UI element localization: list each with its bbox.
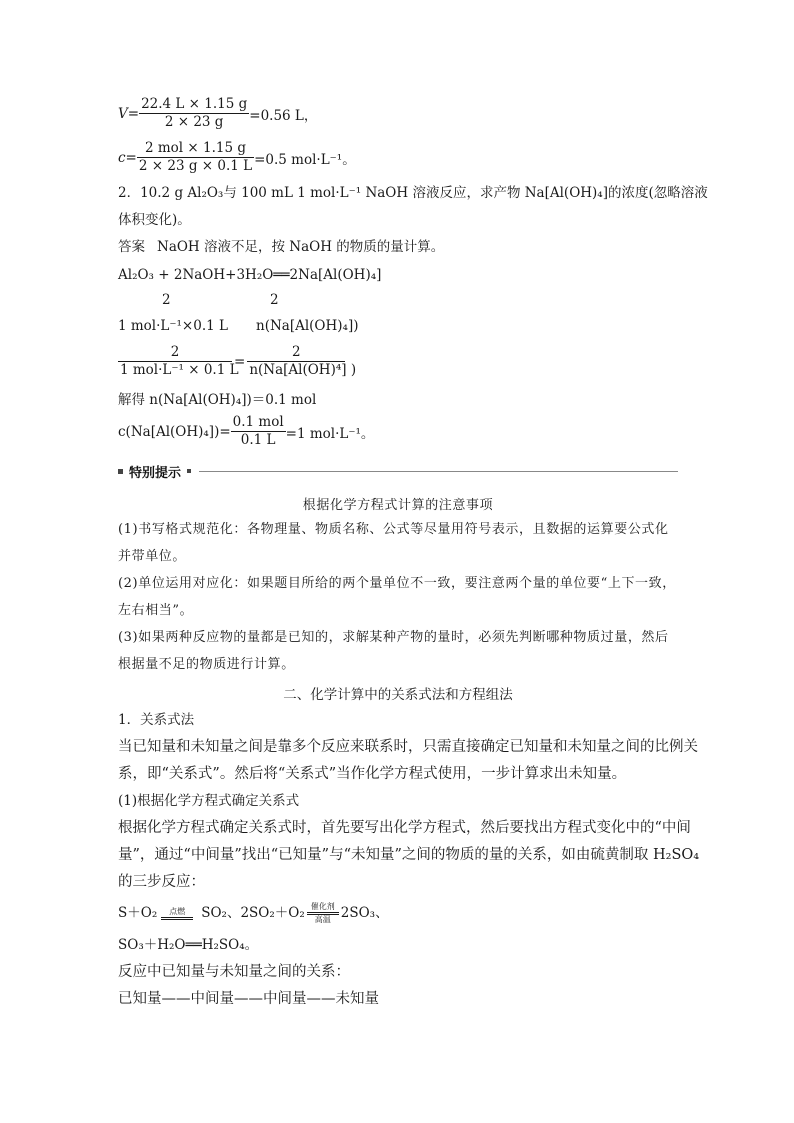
eq2-condition-top: 催化剂 xyxy=(310,902,335,911)
coefficient-product: 2 xyxy=(270,292,279,308)
tip-point-2a: (2)单位运用对应化：如果题目所给的两个量单位不一致，要注意两个量的单位要“上下一致， xyxy=(118,576,676,591)
v-denominator: 2 × 23 g xyxy=(164,114,224,130)
tip-point-1b: 并带单位。 xyxy=(118,549,187,564)
tip-point-3a: (3)如果两种反应物的量都是已知的，求解某种产物的量时，必须先判断哪种物质过量，然后 xyxy=(118,630,669,645)
section-2-title: 二、化学计算中的关系式法和方程组法 xyxy=(283,687,513,703)
eq2-arrow xyxy=(307,902,339,924)
tip-title: 根据化学方程式计算的注意事项 xyxy=(302,498,494,513)
v-rhs: =0.56 L， xyxy=(249,107,318,124)
ratio-equation xyxy=(118,344,357,379)
section-2-para-2a: 根据化学方程式确定关系式时，首先要写出化学方程式，然后要找出方程式变化中的“中间 xyxy=(118,820,691,836)
ratio-fraction-right xyxy=(247,344,357,379)
question-2-line-2: 体积变化)。 xyxy=(118,212,191,228)
coefficient-naoh: 2 xyxy=(162,292,171,308)
eq1-arrow xyxy=(161,907,193,920)
question-2-line-1: 2．10.2 g Al₂O₃与 100 mL 1 mol·L⁻¹ NaOH 溶液反应，求产物 Na[Al(OH)₄]的浓度(忽略溶液 xyxy=(118,185,708,201)
volume-calculation xyxy=(118,96,317,131)
c-lhs: c= xyxy=(118,149,137,166)
divider-line xyxy=(199,471,678,472)
section-2-para-1b: 系，即“关系式”。然后将“关系式”当作化学方程式使用，一步计算求出未知量。 xyxy=(118,766,627,782)
conc-fraction xyxy=(231,414,286,449)
c-rhs: =0.5 mol·L⁻¹。 xyxy=(254,151,356,168)
section-2-heading-2: (1)根据化学方程式确定关系式 xyxy=(118,793,300,809)
c-denominator: 2 × 23 g × 0.1 L xyxy=(138,158,253,174)
v-lhs: V= xyxy=(118,105,140,122)
tip-point-3b: 根据量不足的物质进行计算。 xyxy=(118,657,295,672)
section-2-para-1a: 当已知量和未知量之间是靠多个反应来联系时，只需直接确定已知量和未知量之间的比例关 xyxy=(118,739,698,755)
ratio-den-right: n(Na[Al(OH)⁴] ) xyxy=(249,362,357,378)
conc-denominator: 0.1 L xyxy=(240,432,276,448)
concentration-calculation xyxy=(118,140,356,175)
eq1-double-bar xyxy=(161,917,193,920)
answer-line xyxy=(118,237,444,257)
special-tip-label: 特别提示 xyxy=(129,465,182,481)
tip-point-1a: (1)书写格式规范化：各物理量、物质名称、公式等尽量用符号表示，且数据的运算要公式化 xyxy=(118,522,669,537)
conc-numerator: 0.1 mol xyxy=(232,414,284,430)
eq1-condition: 点燃 xyxy=(169,906,186,916)
section-2-para-4: 已知量——中间量——中间量——未知量 xyxy=(118,991,379,1007)
quantity-naoh: 1 mol·L⁻¹×0.1 L xyxy=(118,318,228,334)
conc-rhs: =1 mol·L⁻¹。 xyxy=(285,425,375,442)
v-fraction xyxy=(139,96,249,131)
sulfur-equations xyxy=(118,902,389,924)
section-2-para-2c: 的三步反应： xyxy=(118,874,205,890)
final-concentration xyxy=(118,414,374,449)
solve-line: 解得 n(Na[Al(OH)₄])＝0.1 mol xyxy=(118,392,317,408)
eq1-right: SO₂、2SO₂＋O₂ xyxy=(201,905,305,921)
eq2-right: 2SO₃、 xyxy=(340,905,389,921)
square-bullet-icon xyxy=(118,469,123,474)
answer-label: 答案 xyxy=(118,239,145,255)
answer-text: NaOH 溶液不足，按 NaOH 的物质的量计算。 xyxy=(157,239,445,255)
eq3: SO₃＋H₂O══H₂SO₄。 xyxy=(118,937,259,953)
conc-lhs: c(Na[Al(OH)₄])= xyxy=(118,423,231,440)
square-bullet-icon xyxy=(187,469,191,473)
eq2-condition-bottom: 高温 xyxy=(314,915,331,924)
section-2-heading-1: 1．关系式法 xyxy=(118,712,195,728)
eq1-left: S＋O₂ xyxy=(118,905,158,921)
quantity-product: n(Na[Al(OH)₄]) xyxy=(256,318,359,334)
section-2-para-2b: 量”，通过“中间量”找出“已知量”与“未知量”之间的物质的量的关系，如由硫黄制取 H₂SO₄ xyxy=(118,847,700,863)
ratio-fraction-left xyxy=(118,344,239,379)
special-tip-header xyxy=(118,464,678,481)
ratio-num-right: 2 xyxy=(247,344,345,362)
ratio-num-left: 2 xyxy=(118,344,232,362)
tip-point-2b: 左右相当”。 xyxy=(118,603,194,618)
c-fraction xyxy=(137,140,254,175)
c-numerator: 2 mol × 1.15 g xyxy=(137,140,254,158)
ratio-equals: = xyxy=(234,353,246,370)
ratio-den-left: 1 mol·L⁻¹ × 0.1 L xyxy=(120,362,239,378)
v-numerator: 22.4 L × 1.15 g xyxy=(141,96,248,112)
reaction-equation: Al₂O₃ + 2NaOH+3H₂O══2Na[Al(OH)₄] xyxy=(118,267,382,283)
section-2-para-3: 反应中已知量与未知量之间的关系： xyxy=(118,964,350,980)
